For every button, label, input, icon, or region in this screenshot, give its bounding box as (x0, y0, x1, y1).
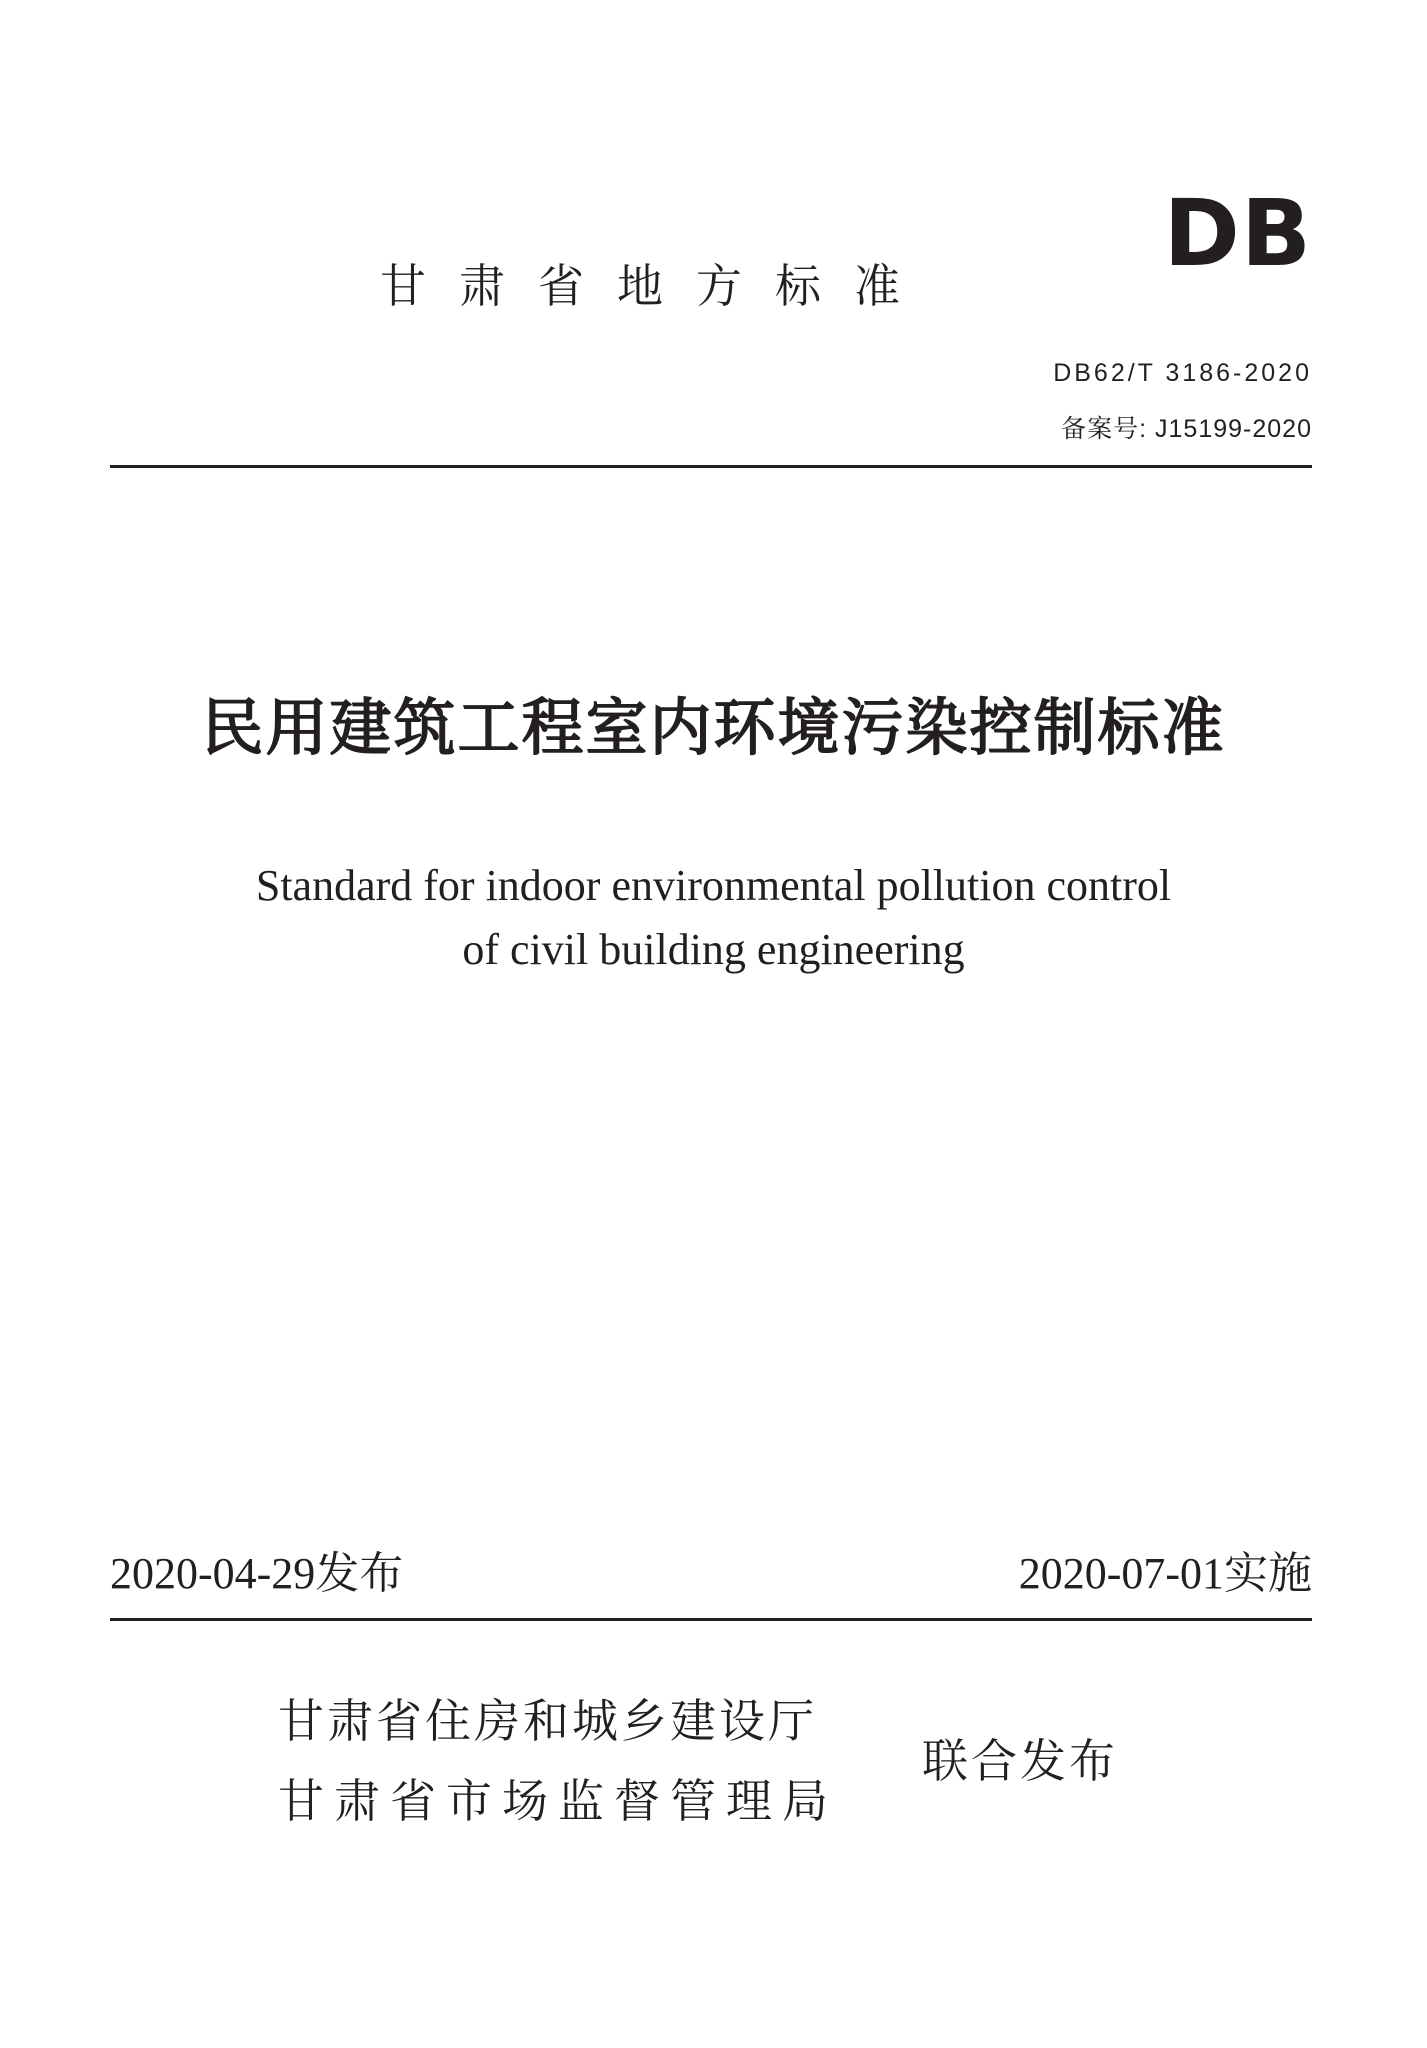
local-standard-heading: 甘肃省地方标准 (380, 259, 933, 313)
issuer-housing-department: 甘肃省住房和城乡建设厅 (278, 1694, 817, 1748)
bottom-divider (110, 1618, 1312, 1621)
document-title-english-line-2: of civil building engineering (462, 925, 965, 974)
db-mark: DB (1163, 180, 1312, 287)
top-divider (110, 465, 1312, 468)
standard-number: DB62/T 3186-2020 (1053, 359, 1312, 387)
issue-date: 2020-04-29发布 (110, 1549, 404, 1598)
issuer-market-regulation-bureau: 甘肃省市场监督管理局 (278, 1774, 838, 1828)
document-title-chinese: 民用建筑工程室内环境污染控制标准 (201, 691, 1226, 764)
record-number: 备案号: J15199-2020 (1061, 415, 1312, 443)
joint-issue-label: 联合发布 (922, 1734, 1118, 1788)
document-title-english-line-1: Standard for indoor environmental pollution control (255, 861, 1172, 910)
implementation-date: 2020-07-01实施 (1018, 1549, 1312, 1598)
